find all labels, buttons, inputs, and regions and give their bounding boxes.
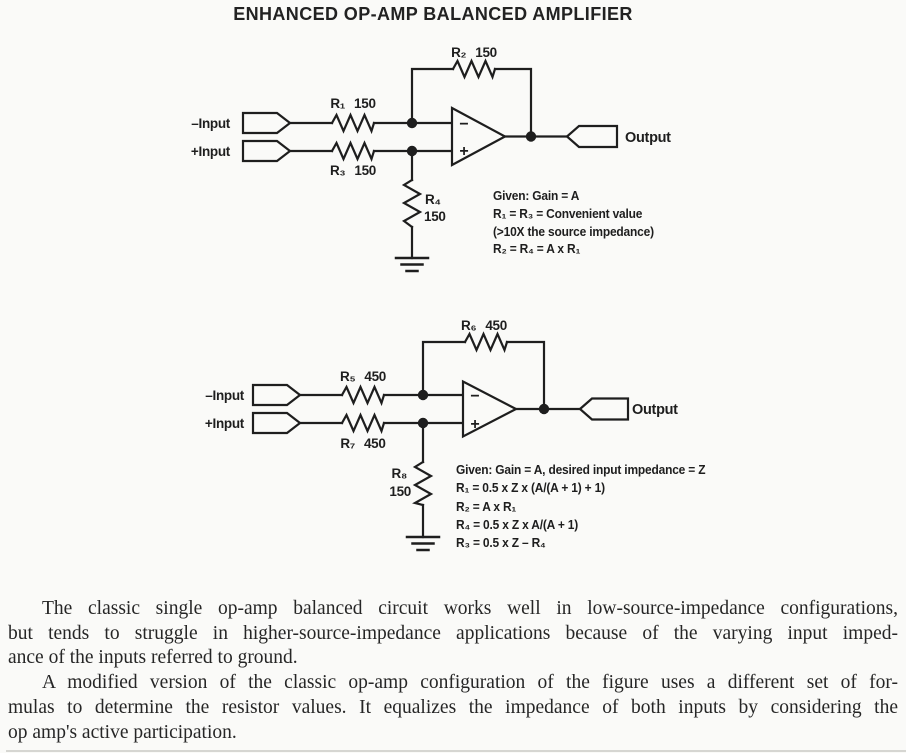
ground-icon xyxy=(396,258,428,271)
pos-input-terminal xyxy=(243,141,290,161)
body-text-line: The classic single op-amp balanced circuit works well in low-source-impedance configurations, xyxy=(42,598,898,619)
body-text-line: but tends to struggle in higher-source-impedance applications because of the varying input imped- xyxy=(8,622,898,644)
junction-dot xyxy=(539,404,549,414)
resistor-r7 xyxy=(342,415,384,431)
resistor-r8 xyxy=(415,462,431,505)
resistor-r2 xyxy=(453,61,495,77)
neg-input-terminal xyxy=(243,113,290,133)
junction-dot xyxy=(407,118,417,128)
figure-title: ENHANCED OP-AMP BALANCED AMPLIFIER xyxy=(233,4,633,24)
note-line: R₁ = 0.5 x Z x (A/(A + 1) + 1) xyxy=(456,480,605,496)
output-terminal xyxy=(580,399,628,420)
note-line: R₃ = 0.5 x Z – R₄ xyxy=(456,535,546,551)
resistor-label-r6: R₆ 450 xyxy=(461,318,507,333)
note-line: Given: Gain = A, desired input impedance = Z xyxy=(456,462,706,477)
body-text-line: ance of the inputs referred to ground. xyxy=(8,647,298,669)
pos-input-terminal xyxy=(253,413,300,433)
neg-input-label: –Input xyxy=(191,116,230,131)
note-line: Given: Gain = A xyxy=(493,188,580,203)
pos-input-label: +Input xyxy=(190,144,230,159)
resistor-r1 xyxy=(332,115,374,131)
circuit1-notes xyxy=(493,187,654,258)
pos-input-label: +Input xyxy=(204,416,244,431)
opamp-plus-sign: + xyxy=(470,416,480,433)
opamp-minus-sign: − xyxy=(470,388,480,405)
output-label: Output xyxy=(625,130,671,146)
resistor-label-r8-name: R₈ xyxy=(391,466,407,481)
circuit2-notes xyxy=(456,461,705,552)
resistor-r3 xyxy=(332,143,374,159)
resistor-r6 xyxy=(465,334,507,350)
ground-icon xyxy=(407,537,439,550)
resistor-r5 xyxy=(342,387,384,403)
note-line: R₁ = R₃ = Convenient value xyxy=(493,205,643,221)
resistor-label-r8-value: 150 xyxy=(389,484,411,499)
neg-input-label: –Input xyxy=(205,388,244,403)
output-label: Output xyxy=(632,402,678,418)
resistor-label-r4-name: R₄ xyxy=(425,192,441,207)
resistor-label-r4-value: 150 xyxy=(424,209,446,224)
note-line: R₄ = 0.5 x Z x A/(A + 1) xyxy=(456,516,579,532)
resistor-r4 xyxy=(404,180,420,227)
resistor-label-r2: R₂ 150 xyxy=(451,45,497,60)
junction-dot xyxy=(407,146,417,156)
junction-dot xyxy=(526,131,536,141)
body-text-line: A modified version of the classic op-amp configuration of the figure uses a different set of for- xyxy=(42,672,898,694)
resistor-label-r5: R₅ 450 xyxy=(340,369,386,384)
junction-dot xyxy=(418,390,428,400)
junction-dot xyxy=(418,418,428,428)
opamp-minus-sign: − xyxy=(459,116,469,133)
body-text-line: op amp's active participation. xyxy=(8,721,237,743)
body-text xyxy=(8,597,898,745)
resistor-label-r7: R₇ 450 xyxy=(340,436,386,451)
neg-input-terminal xyxy=(253,385,300,405)
note-line: (>10X the source impedance) xyxy=(493,223,654,239)
note-line: R₂ = A x R₁ xyxy=(456,498,517,514)
page-bottom-scan-line xyxy=(6,750,906,752)
note-line: R₂ = R₄ = A x R₁ xyxy=(493,241,581,257)
resistor-label-r3: R₃ 150 xyxy=(329,163,377,178)
body-text-line: mulas to determine the resistor values. It equalizes the impedance of both inputs by considering the xyxy=(8,696,898,718)
opamp-plus-sign: + xyxy=(459,143,469,160)
resistor-label-r1: R₁ 150 xyxy=(330,96,376,111)
output-terminal xyxy=(567,126,617,147)
